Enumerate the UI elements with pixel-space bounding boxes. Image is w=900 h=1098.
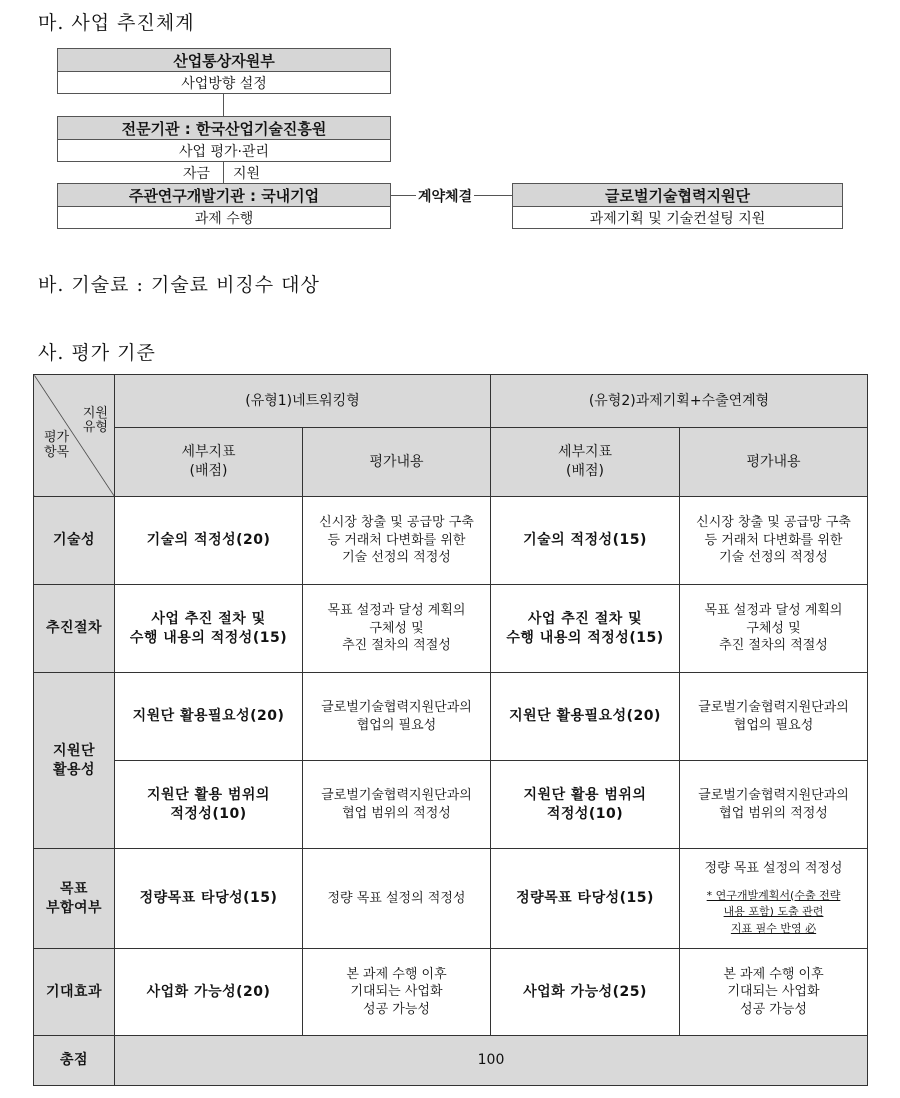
t2-indicator-cell: 사업화 가능성(25)	[491, 949, 680, 1036]
t2-note: * 연구개발계획서(수출 전략 내용 포함) 도출 관련 지표 필수 반영 必	[706, 888, 841, 935]
table-row	[34, 949, 868, 1036]
table-row	[34, 497, 868, 585]
t1-indicator-header: 세부지표 (배점)	[115, 428, 303, 497]
item-cell: 추진절차	[34, 585, 115, 673]
lead-org-role: 과제 수행	[57, 206, 391, 229]
t1-indicator-cell: 사업 추진 절차 및 수행 내용의 적정성(15)	[115, 585, 303, 673]
agency-role: 사업 평가·관리	[57, 139, 391, 162]
item-cell: 기술성	[34, 497, 115, 585]
t1-content-cell: 본 과제 수행 이후 기대되는 사업화 성공 가능성	[303, 949, 491, 1036]
total-value: 100	[115, 1036, 868, 1086]
contract-label: 계약체결	[416, 186, 474, 206]
t1-indicator-cell: 사업화 가능성(20)	[115, 949, 303, 1036]
funding-label-right: 지원	[233, 166, 261, 182]
corner-header-cell	[34, 375, 115, 497]
t1-content-cell: 정량 목표 설정의 적정성	[303, 849, 491, 949]
type2-header: (유형2)과제기획+수출연계형	[491, 375, 868, 428]
t2-content-cell: 본 과제 수행 이후 기대되는 사업화 성공 가능성	[680, 949, 868, 1036]
evaluation-criteria-table	[33, 374, 868, 1086]
t2-content-cell: 목표 설정과 달성 계획의 구체성 및 추진 절차의 적절성	[680, 585, 868, 673]
item-cell: 목표 부합여부	[34, 849, 115, 949]
t1-content-header: 평가내용	[303, 428, 491, 497]
t1-content-cell: 글로벌기술협력지원단과의 협업의 필요성	[303, 673, 491, 761]
table-header-row	[34, 375, 868, 428]
ministry-name: 산업통상자원부	[57, 48, 391, 72]
lead-org-name: 주관연구개발기관 : 국내기업	[57, 183, 391, 207]
table-row	[34, 585, 868, 673]
section-heading-ba: 바. 기술료 : 기술료 비징수 대상	[38, 274, 320, 296]
item-cell: 기대효과	[34, 949, 115, 1036]
t2-content-cell: 글로벌기술협력지원단과의 협업의 필요성	[680, 673, 868, 761]
support-team-name: 글로벌기술협력지원단	[512, 183, 843, 207]
total-row	[34, 1036, 868, 1086]
t1-content-cell: 목표 설정과 달성 계획의 구체성 및 추진 절차의 적절성	[303, 585, 491, 673]
support-team-role: 과제기획 및 기술컨설팅 지원	[512, 206, 843, 229]
t2-indicator-cell: 정량목표 타당성(15)	[491, 849, 680, 949]
t2-indicator-cell: 사업 추진 절차 및 수행 내용의 적정성(15)	[491, 585, 680, 673]
total-label: 총점	[34, 1036, 115, 1086]
t2-content-cell: 신시장 창출 및 공급망 구축 등 거래처 다변화를 위한 기술 선정의 적정성	[680, 497, 868, 585]
agency-name: 전문기관 : 한국산업기술진흥원	[57, 116, 391, 140]
t1-indicator-cell: 정량목표 타당성(15)	[115, 849, 303, 949]
item-cell: 지원단 활용성	[34, 673, 115, 849]
table-row	[34, 849, 868, 949]
t2-indicator-cell: 지원단 활용 범위의 적정성(10)	[491, 761, 680, 849]
table-row	[34, 673, 868, 761]
t1-indicator-cell: 지원단 활용 범위의 적정성(10)	[115, 761, 303, 849]
table-subheader-row	[34, 428, 868, 497]
connector-line	[223, 94, 224, 117]
ministry-role: 사업방향 설정	[57, 71, 391, 94]
t1-content-cell: 신시장 창출 및 공급망 구축 등 거래처 다변화를 위한 기술 선정의 적정성	[303, 497, 491, 585]
table-row	[34, 761, 868, 849]
t1-content-cell: 글로벌기술협력지원단과의 협업 범위의 적정성	[303, 761, 491, 849]
corner-bottom-label: 평가 항목	[44, 430, 70, 460]
type1-header: (유형1)네트워킹형	[115, 375, 491, 428]
funding-line	[223, 162, 224, 184]
t1-indicator-cell: 지원단 활용필요성(20)	[115, 673, 303, 761]
t2-content-header: 평가내용	[680, 428, 868, 497]
section-heading-ma: 마. 사업 추진체계	[38, 12, 195, 34]
t2-indicator-header: 세부지표 (배점)	[491, 428, 680, 497]
funding-label-left: 자금	[183, 166, 211, 182]
section-heading-sa: 사. 평가 기준	[38, 342, 156, 364]
t2-indicator-cell: 지원단 활용필요성(20)	[491, 673, 680, 761]
t2-indicator-cell: 기술의 적정성(15)	[491, 497, 680, 585]
t1-indicator-cell: 기술의 적정성(20)	[115, 497, 303, 585]
t2-content-cell: 글로벌기술협력지원단과의 협업 범위의 적정성	[680, 761, 868, 849]
corner-top-label: 지원 유형	[82, 406, 108, 436]
t2-content-cell: 정량 목표 설정의 적정성 * 연구개발계획서(수출 전략 내용 포함) 도출 관련 지표 필수 반영 必	[680, 849, 868, 949]
